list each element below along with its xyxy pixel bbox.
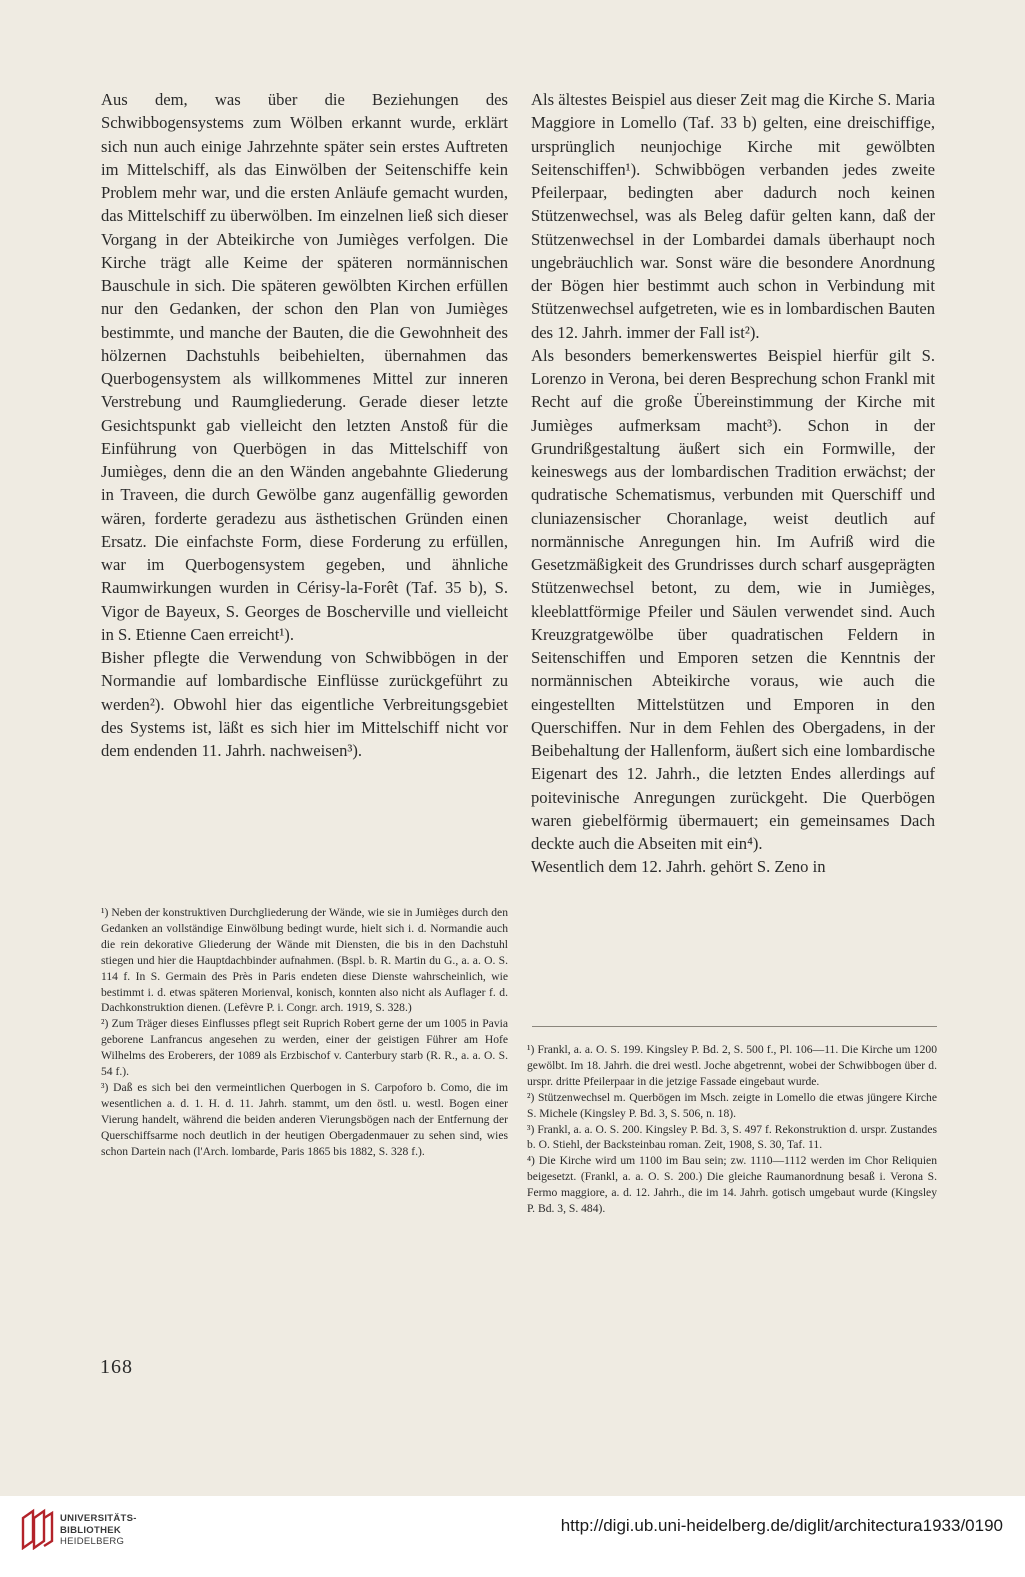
footnote: ¹) Frankl, a. a. O. S. 199. Kingsley P. Bd. 2, S. 500 f., Pl. 106—11. Die Kirche um 1200 gewölbt. Im 18. Jahrh. die drei westl. Joche abgetrennt, wobei der Schwibbogen über d. urspr. dritte Pfeilerpaar in die jetzige Fassade eingebaut wurde. <box>527 1043 937 1088</box>
library-logo-icon <box>20 1508 54 1550</box>
viewer-footer <box>0 1496 1025 1577</box>
source-url-link[interactable]: http://digi.ub.uni-heidelberg.de/diglit/architectura1933/0190 <box>560 1516 1003 1535</box>
footnote: ²) Zum Träger dieses Einflusses pflegt seit Ruprich Robert gerne der um 1005 in Pavia geborene Lanfrancus angesehen zu werden, einer der geistigen Führer am Hofe Wilhelms des Eroberers, der 1089 als Erzbischof v. Canterbury starb (R. R., a. a. O. S. 54 f.). <box>101 1017 508 1079</box>
paragraph: Als besonders bemerkenswertes Beispiel hierfür gilt S. Lorenzo in Verona, bei deren Besprechung schon Frankl mit Recht auf die große Übereinstimmung der Kirche mit Jumièges aufmerksam macht³). Schon in der Grundrißgestaltung äußert sich ein Formwille, der keineswegs aus der lombardischen Tradition erwächst; der qudratische Schematismus, verbunden mit Querschiff und cluniazensischer Choranlage, weist deutlich auf normännische Anregungen hin. Im Aufriß wird die Gesetzmäßigkeit des Grundrisses durch scharf ausgeprägten Stützenwechsel betont, zu dem, wie in Jumièges, kleeblattförmige Pfeiler und Säulen verwendet sind. Auch Kreuzgratgewölbe über quadratischen Feldern in Seitenschiffen und Emporen setzen die Kenntnis der normännischen Abteikirche voraus, wie auch die eingestellten Mittelstützen und Emporen in den Querschiffen. Nur in dem Fehlen des Obergadens, in der Beibehaltung der Hallenform, äußert sich eine lombardische Eigenart des 12. Jahrh., die letzten Endes allerdings auf poitevinische Anregungen zurückgeht. Die Querbögen waren giebelförmig übermauert; ein gemeinsames Dach deckte auch die Abseiten mit ein⁴). <box>531 345 935 853</box>
footnote: ³) Daß es sich bei den vermeintlichen Querbogen in S. Carpoforo b. Como, die im wesentlichen a. d. 1. H. d. 11. Jahrh. stammt, um den östl. u. westl. Bogen einer Vierung handelt, während die beiden anderen Vierungsbögen nach der Entfernung der Querschiffsarme noch deutlich in der heutigen Obergadenmauer zu sehen sind, wies schon Dartein nach (l'Arch. lombarde, Paris 1865 bis 1882, S. 328 f.). <box>101 1080 508 1158</box>
footnote: ³) Frankl, a. a. O. S. 200. Kingsley P. Bd. 3, S. 497 f. Rekonstruktion d. urspr. Zustandes b. O. Stiehl, der Backsteinbau roman. Zeit, 1908, S. 30, Taf. 11. <box>527 1122 937 1152</box>
footnote: ²) Stützenwechsel m. Querbögen im Msch. zeigte in Lomello die etwas jüngere Kirche S. Michele (Kingsley P. Bd. 3, S. 506, n. 18). <box>527 1090 937 1120</box>
left-footnotes <box>101 905 508 1160</box>
paragraph: Aus dem, was über die Beziehungen des Schwibbogensystems zum Wölben erkannt wurde, erklärt sich nun auch einige Jahrzehnte später sein erstes Auftreten im Mittelschiff, als das Einwölben der Seitenschiffe kein Problem mehr war, und die ersten Anläufe gemacht wurden, das Mittelschiff zu überwölben. Im einzelnen ließ sich dieser Vorgang in der Abteikirche von Jumièges verfolgen. Die Kirche trägt alle Keime der späteren normännischen Bauschule in sich. Die späteren gewölbten Kirchen erfüllen nur den Gedanken, der schon den Plan von Jumièges bestimmte, und manche der Bauten, die die Gewohnheit des hölzernen Dachstuhls beibehielten, übernahmen das Querbogensystem als willkommenes Mittel zur inneren Verstrebung und Raumgliederung. Gerade dieser letzte Gesichtspunkt gab vielleicht den letzten Anstoß für die Einführung von Querbögen in das Mittelschiff von Jumièges, denn die an den Wänden angebahnte Gliederung in Traveen, die durch Gewölbe ganz augenfällig geworden wären, forderte geradezu aus ästhetischen Gründen einen Ersatz. Die einfachste Form, diese Forderung zu erfüllen, war im Querbogensystem gegeben, und ähnliche Raumwirkungen wurden in Cérisy-la-Forêt (Taf. 35 b), S. Vigor de Bayeux, S. Georges de Boscherville und vielleicht in S. Etienne Caen erreicht¹). <box>101 90 508 644</box>
footnote: ¹) Neben der konstruktiven Durchgliederung der Wände, wie sie in Jumièges durch den Gedanken an vollständige Einwölbung bedingt wurde, hielt sich i. d. Normandie auch die rein dekorative Gliederung der Wände mit Diensten, die bis in den Dachstuhl stiegen und hier die Hauptdachbinder aufnahmen. (Bspl. b. R. Martin du G., a. a. O. S. 114 f. In S. Germain des Près in Paris endeten diese Dienste wahrscheinlich, wie bestimmt i. d. etwas späteren Morienval, konisch, konnten also nicht als Auflager f. d. Dachkonstruktion dienen. (Lefèvre P. i. Congr. arch. 1919, S. 328.) <box>101 906 508 1015</box>
paragraph: Wesentlich dem 12. Jahrh. gehört S. Zeno in <box>531 857 826 877</box>
footnote-divider <box>532 1026 937 1027</box>
library-name-line: UNIVERSITÄTS- <box>60 1513 137 1524</box>
paragraph: Bisher pflegte die Verwendung von Schwibbögen in der Normandie auf lombardische Einflüsse zurückgeführt zu werden²). Obwohl hier das eigentliche Verbreitungsgebiet des Systems ist, läßt es sich hier im Mittelschiff nicht vor dem endenden 11. Jahrh. nachweisen³). <box>101 648 508 760</box>
footnote: ⁴) Die Kirche wird um 1100 im Bau sein; zw. 1110—1112 werden im Chor Reliquien beigesetzt. (Frankl, a. a. O. S. 200.) Die gleiche Raumanordnung besaß i. Verona S. Fermo maggiore, a. d. 12. Jahrh., die im 14. Jahrh. gotisch umgebaut wurde (Kingsley P. Bd. 3, S. 484). <box>527 1154 937 1216</box>
paragraph: Als ältestes Beispiel aus dieser Zeit mag die Kirche S. Maria Maggiore in Lomello (Taf. 33 b) gelten, eine dreischiffige, ursprünglich neunjochige Kirche mit gewölbten Seitenschiffen¹). Schwibbögen verbanden jedes zweite Pfeilerpaar, bedingten aber dadurch noch keinen Stützenwechsel, was als Beleg dafür gelten kann, daß der Stützenwechsel in der Lombardei damals überhaupt noch ungebräuchlich war. Sonst wäre die besondere Anordnung der Bögen hier bestimmt auch schon in Verbindung mit Stützenwechsel aufgetreten, wie es in lombardischen Bauten des 12. Jahrh. immer der Fall ist²). <box>531 90 935 342</box>
library-name-line: HEIDELBERG <box>60 1536 125 1547</box>
library-name-line: BIBLIOTHEK <box>60 1524 122 1536</box>
library-name <box>60 1513 137 1548</box>
right-footnotes <box>527 1042 937 1217</box>
right-text-column <box>531 88 935 879</box>
page-number: 168 <box>100 1356 133 1378</box>
left-text-column <box>101 88 508 762</box>
